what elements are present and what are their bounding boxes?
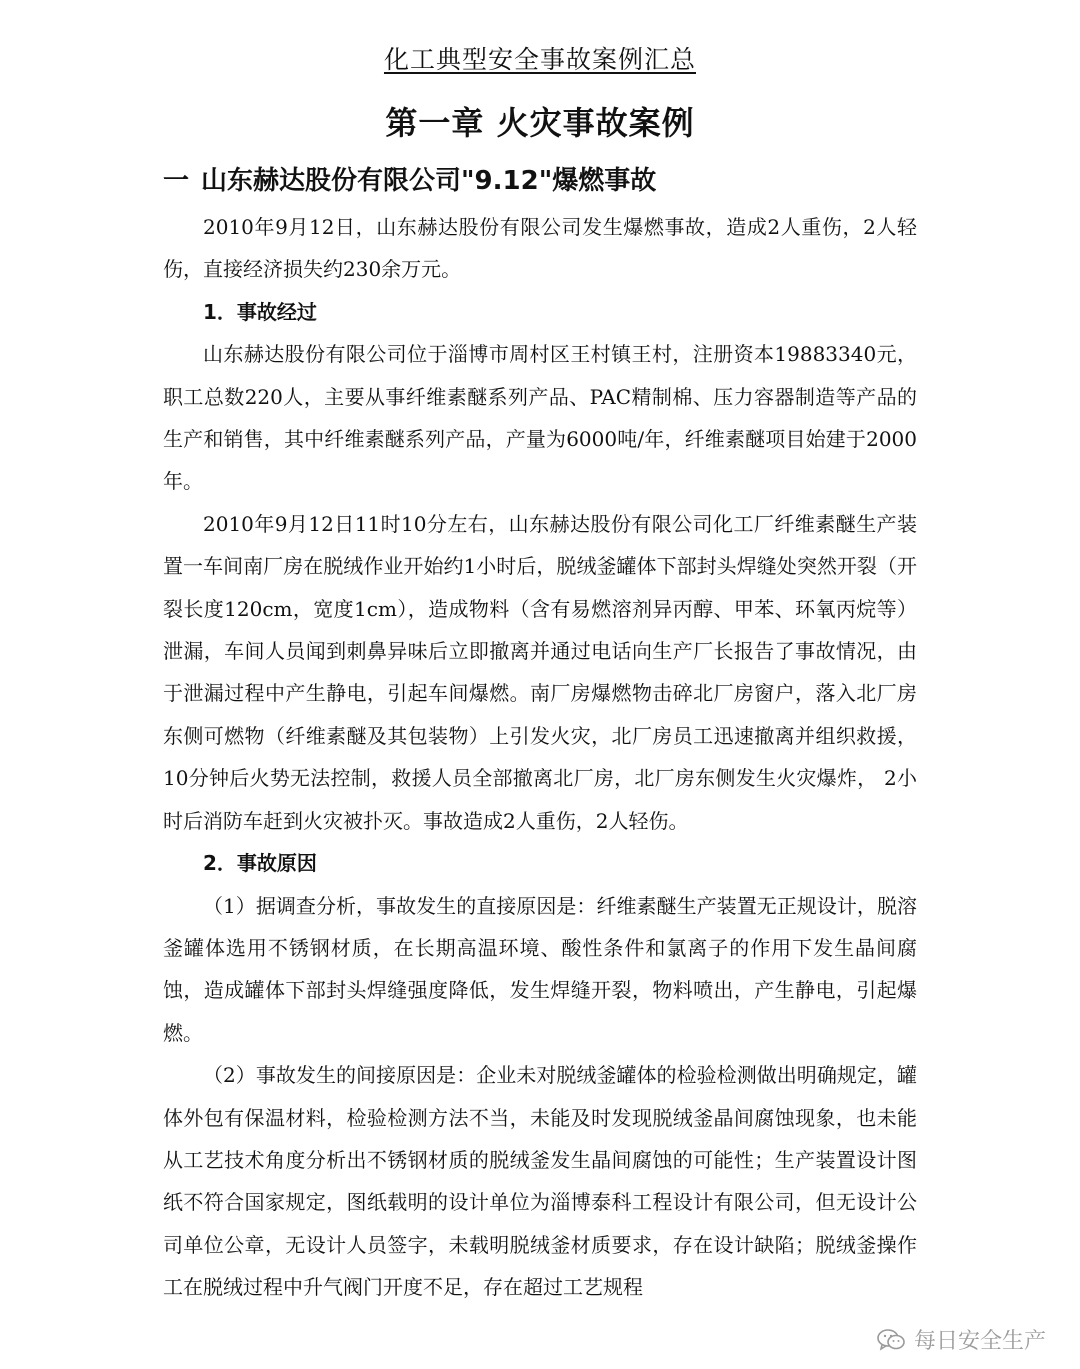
section-number: 一: [163, 166, 190, 196]
heading-accident-cause: 2．事故原因: [203, 851, 317, 876]
company-paragraph: 山东赫达股份有限公司位于淄博市周村区王村镇王村，注册资本19883340元，职工总数220人，主要从事纤维素醚系列产品、PAC精制棉、压力容器制造等产品的生产和销售，其中纤维素醚系列产品，产量为6000吨/年，纤维素醚项目始建于2000年。: [163, 342, 917, 494]
watermark-text: 每日安全生产: [913, 1329, 1046, 1354]
document-body: [163, 206, 917, 1309]
direct-cause-paragraph: （1）据调查分析，事故发生的直接原因是：纤维素醚生产装置无正规设计，脱溶釜罐体选用不锈钢材质，在长期高温环境、酸性条件和氯离子的作用下发生晶间腐蚀，造成罐体下部封头焊缝强度降低，发生焊缝开裂，物料喷出，产生静电，引起爆燃。: [163, 893, 917, 1045]
section-heading: [163, 160, 1023, 197]
document-title: 化工典型安全事故案例汇总: [383, 45, 696, 74]
indirect-cause-paragraph: （2）事故发生的间接原因是：企业未对脱绒釜罐体的检验检测做出明确规定，罐体外包有保温材料，检验检测方法不当，未能及时发现脱绒釜晶间腐蚀现象，也未能从工艺技术角度分析出不锈钢材质的脱绒釜发生晶间腐蚀的可能性；生产装置设计图纸不符合国家规定，图纸载明的设计单位为淄博泰科工程设计有限公司，但无设计公司单位公章，无设计人员签字，未载明脱绒釜材质要求，存在设计缺陷；脱绒釜操作工在脱绒过程中升气阀门开度不足，存在超过工艺规程: [163, 1063, 917, 1300]
wechat-icon: [876, 1327, 906, 1353]
intro-paragraph: 2010年9月12日，山东赫达股份有限公司发生爆燃事故，造成2人重伤，2人轻伤，直接经济损失约230余万元。: [163, 215, 917, 282]
chapter-title: 第一章 火灾事故案例: [385, 104, 695, 142]
watermark: [876, 1324, 1046, 1355]
accident-paragraph: 2010年9月12日11时10分左右，山东赫达股份有限公司化工厂纤维素醚生产装置一车间南厂房在脱绒作业开始约1小时后，脱绒釜罐体下部封头焊缝处突然开裂（开裂长度120cm，宽度1cm），造成物料（含有易燃溶剂异丙醇、甲苯、环氧丙烷等）泄漏，车间人员闻到刺鼻异味后立即撤离并通过电话向生产厂长报告了事故情况，由于泄漏过程中产生静电，引起车间爆燃。南厂房爆燃物击碎北厂房窗户，落入北厂房东侧可燃物（纤维素醚及其包装物）上引发火灾，北厂房员工迅速撤离并组织救援，10分钟后火势无法控制，救援人员全部撤离北厂房，北厂房东侧发生火灾爆炸， 2小时后消防车赶到火灾被扑灭。事故造成2人重伤，2人轻伤。: [163, 511, 917, 833]
section-title: 山东赫达股份有限公司"9.12"爆燃事故: [201, 166, 657, 196]
heading-accident-process: 1．事故经过: [203, 299, 317, 324]
